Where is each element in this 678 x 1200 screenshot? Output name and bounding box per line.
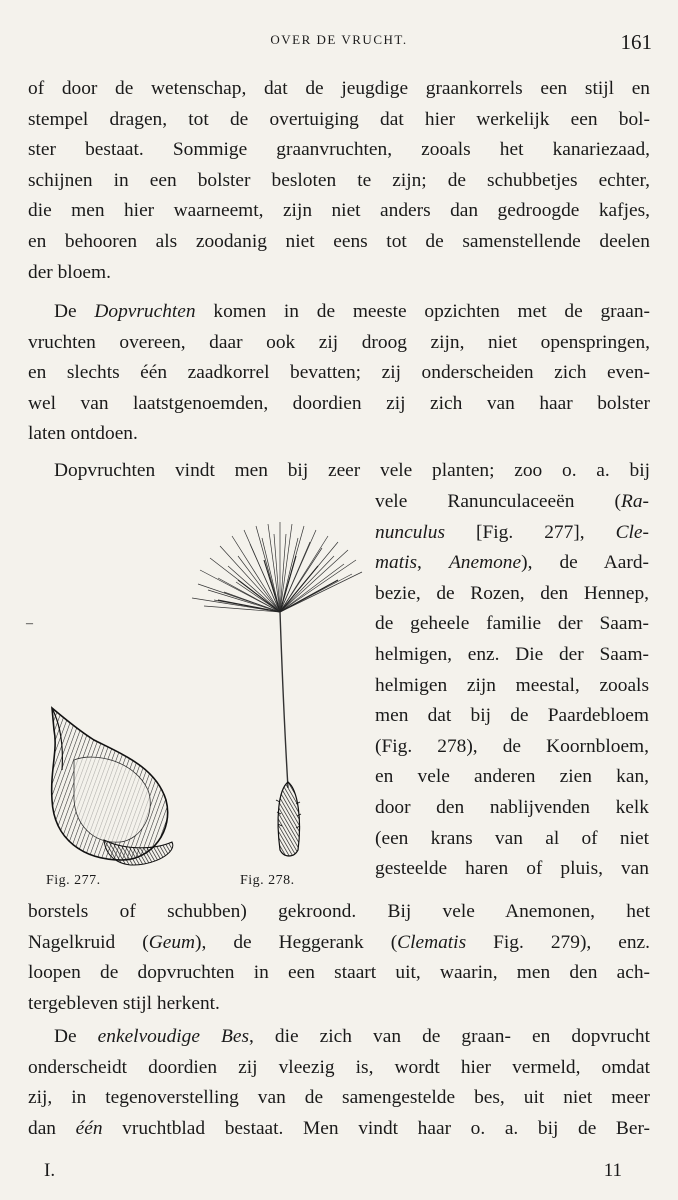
page-number: 161 — [620, 30, 652, 54]
text-line: of door de wetenschap, dat de jeugdige graankorrels een stijl en — [28, 78, 650, 99]
signature-mark: I. — [44, 1160, 56, 1181]
figure-area — [28, 500, 368, 900]
running-title: OVER DE VRUCHT. — [270, 32, 408, 47]
term-dopvruchten: Dopvruchten — [94, 301, 196, 322]
paragraph-1 — [28, 74, 650, 288]
fig-278-caption: Fig. 278. — [240, 873, 295, 888]
text-span: ), de Heggerank ( — [195, 931, 398, 953]
text-line: die men hier waarneemt, zijn niet anders dan gedroogde kafjes, — [28, 200, 650, 222]
text-line: Dopvruchten vindt men bij zeer vele planten; zoo o. a. bij — [54, 460, 650, 481]
text-line: de geheele familie der Saam- — [375, 613, 649, 635]
text-line — [375, 487, 649, 518]
text-span: De — [54, 1026, 98, 1047]
paragraph-3-continuation — [28, 897, 650, 1019]
text-line: en behooren als zoodanig niet eens tot de samenstellende deelen — [28, 230, 650, 252]
side-column-text — [375, 487, 649, 885]
term-enkelvoudige-bes: enkelvoudige Bes — [97, 1026, 250, 1047]
text-span: dan — [28, 1117, 76, 1139]
fig-277-illustration — [44, 700, 194, 880]
text-line — [28, 297, 650, 328]
text-line — [375, 518, 649, 549]
running-head — [0, 30, 678, 54]
text-line: stempel dragen, tot de overtuiging dat hier werkelijk een bol- — [28, 108, 650, 130]
text-line: (een krans van al of niet — [375, 827, 649, 849]
text-span: Fig. 279), enz. — [466, 931, 651, 953]
text-line — [28, 1114, 650, 1145]
paragraph-2 — [28, 297, 650, 450]
text-line: schijnen in een bolster besloten te zijn; de schubbetjes echter, — [28, 169, 650, 191]
text-span: [Fig. 277], — [445, 521, 616, 543]
text-line: vruchten overeen, daar ook zij droog zijn, niet openspringen, — [28, 331, 650, 353]
text-line: door den nablijvenden kelk — [375, 796, 649, 818]
text-line: ster bestaat. Sommige graanvruchten, zooals het kanariezaad, — [28, 139, 650, 161]
taxon-name: Cle- — [615, 521, 649, 543]
fig-278-illustration — [178, 520, 368, 860]
text-line: en vele anderen zien kan, — [375, 766, 649, 788]
text-line: onderscheidt doordien zij vleezig is, wordt hier vermeld, omdat — [28, 1056, 650, 1078]
text-line: wel van laatstgenoemden, doordien zij zich van haar bolster — [28, 392, 650, 414]
taxon-name: Ra- — [621, 491, 649, 512]
emphasis: één — [75, 1117, 103, 1139]
text-span: komen in de meeste opzichten met de graan- — [195, 301, 650, 322]
text-line: tergebleven stijl herkent. — [28, 992, 220, 1014]
text-line — [28, 928, 650, 959]
text-line: helmigen, enz. Die der Saam- — [375, 643, 649, 665]
sheet-number: 11 — [603, 1160, 622, 1181]
taxon-name: nunculus — [375, 521, 446, 543]
text-span: , die zich van de graan- en dopvrucht — [249, 1026, 650, 1047]
fig-277-caption: Fig. 277. — [46, 873, 101, 888]
page-footer — [0, 1160, 678, 1190]
taxon-name: Anemone — [448, 552, 522, 574]
taxon-name: Geum — [148, 931, 196, 953]
text-line — [375, 548, 649, 579]
text-line: loopen de dopvruchten in een staart uit, waarin, men den ach- — [28, 962, 650, 984]
text-line: men dat bij de Paardebloem — [375, 705, 649, 727]
text-line: der bloem. — [28, 261, 111, 283]
taxon-name: Clematis — [397, 931, 467, 953]
paragraph-4 — [28, 1022, 650, 1144]
text-span: vruchtblad bestaat. Men vindt haar o. a. bij de Ber- — [102, 1117, 650, 1139]
taxon-name: matis — [375, 552, 418, 574]
text-line: borstels of schubben) gekroond. Bij vele Anemonen, het — [28, 901, 650, 922]
text-span: , — [417, 552, 449, 574]
text-line: en slechts één zaadkorrel bevatten; zij onderscheiden zich even- — [28, 362, 650, 384]
text-line: laten ontdoen. — [28, 423, 138, 445]
text-line: (Fig. 278), de Koornbloem, — [375, 735, 649, 757]
text-line: bezie, de Rozen, den Hennep, — [375, 582, 649, 604]
text-span: Nagelkruid ( — [28, 931, 149, 953]
paragraph-3-first-line — [28, 456, 650, 487]
text-line: zij, in tegenoverstelling van de samengestelde bes, uit niet meer — [28, 1087, 650, 1109]
text-span: De — [54, 301, 95, 322]
margin-mark: – — [26, 616, 33, 631]
text-line: gesteelde haren of pluis, van — [375, 858, 649, 880]
text-line — [28, 1022, 650, 1053]
text-line: helmigen zijn meestal, zooals — [375, 674, 649, 696]
text-span: vele Ranunculaceeën ( — [375, 491, 621, 512]
text-span: ), de Aard- — [521, 552, 649, 574]
